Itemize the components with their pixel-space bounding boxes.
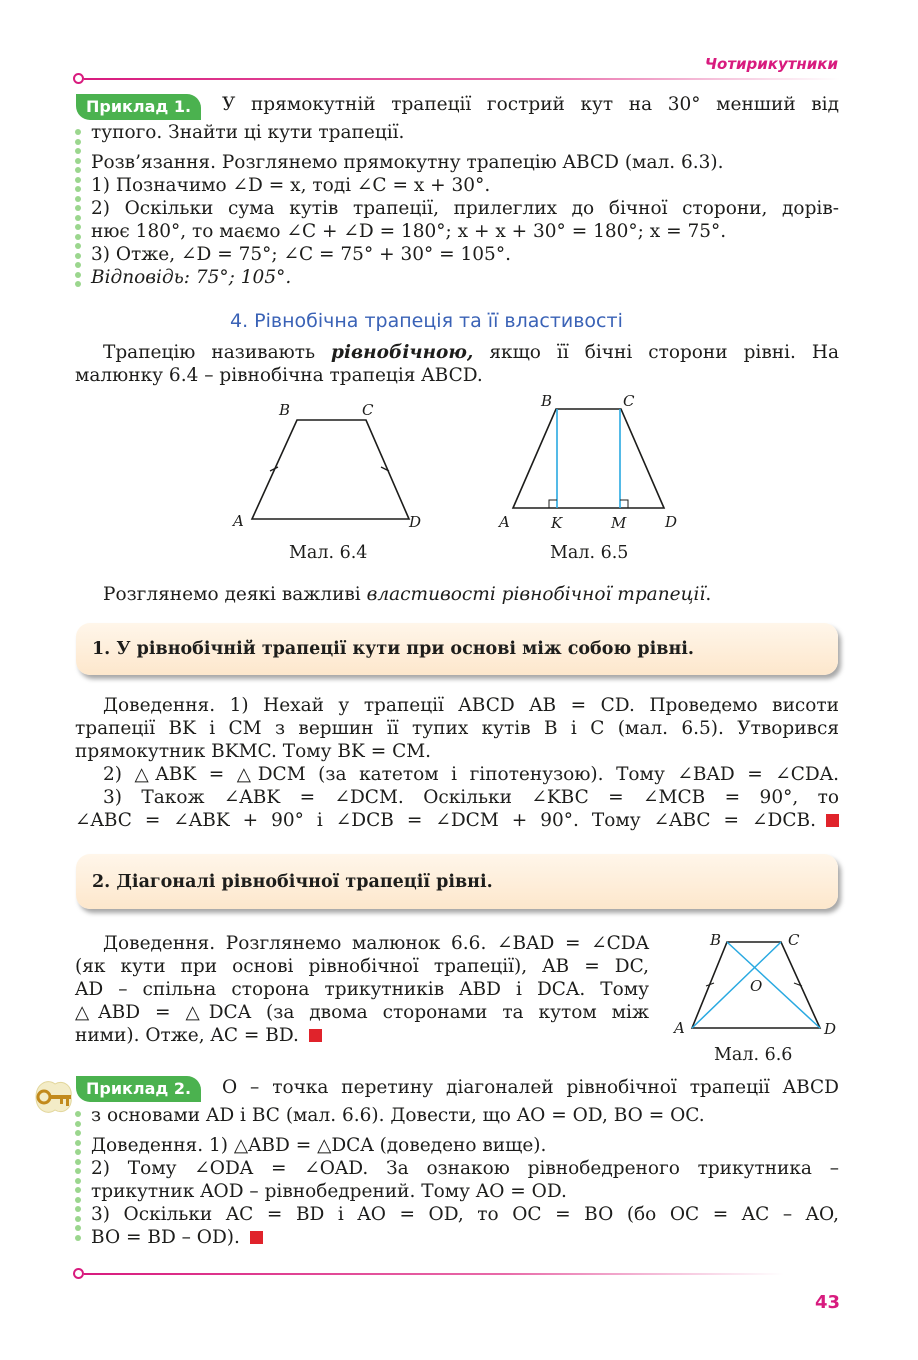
caption-6-5: Мал. 6.5 [550, 543, 629, 563]
label-c: C [788, 931, 800, 949]
theorem-1-box [76, 623, 838, 675]
proof1-line-6 [75, 809, 839, 833]
example2-line-5: трикутник AOD – рівнобедрений. Тому AO = OD. [91, 1181, 567, 1202]
theorem-2-box [76, 854, 838, 909]
label-d: D [409, 513, 422, 531]
example1-badge: Приклад 1. [76, 94, 201, 120]
proof2-line-4: △ABD = △DCA (за двома сторонами та кутом між [75, 1002, 649, 1023]
intro-line-2: малюнку 6.4 – рівнобічна трапеція ABCD. [75, 365, 483, 386]
trapezoid-abcd [513, 409, 664, 508]
proof1-line-3: прямокутник BKMC. Тому BK = CM. [75, 741, 432, 762]
label-o: O [750, 977, 763, 995]
proof1-line-2: трапеції BK і CM з вершин її тупих кутів B і C (мал. 6.5). Утворився [75, 718, 839, 739]
defined-term: рівнобічною, [331, 342, 474, 363]
example1-line-2: тупого. Знайти ці кути трапеції. [91, 122, 405, 143]
bottom-rule [84, 1273, 784, 1275]
theorem-2-text: 2. Діагоналі рівнобічної трапеції рівні. [92, 871, 493, 892]
label-c: C [623, 392, 635, 410]
right-angle-k [549, 500, 557, 508]
bottom-rule-ring [73, 1268, 84, 1279]
proof2-line-5-text: ними). Отже, AC = BD. [75, 1025, 299, 1046]
figure-6-4 [225, 395, 435, 540]
proof2-line-5 [75, 1024, 322, 1048]
example2-line-6: 3) Оскільки AC = BD і AO = OD, то OC = BO (бо OC = AC – AO, [91, 1204, 839, 1225]
proof2-line-2: (як кути при основі рівнобічної трапеції), AB = DC, [75, 956, 649, 977]
properties-intro-em: властивості рівнобічної трапеції [366, 584, 706, 605]
proof1-line-6-text: ∠ABC = ∠ABK + 90° і ∠DCB = ∠DCM + 90°. Тому ∠ABC = ∠DCB. [75, 810, 816, 831]
example2-line-7 [91, 1226, 263, 1250]
intro-line-1: Трапецію називають рівнобічною, якщо її бічні сторони рівні. На [103, 342, 840, 363]
diagonal-ac [692, 942, 781, 1028]
example2-badge: Приклад 2. [76, 1076, 201, 1102]
theorem-1-text: 1. У рівнобічній трапеції кути при основі між собою рівні. [92, 639, 695, 659]
example1-line-6: нює 180°, то маємо ∠C + ∠D = 180°; x + x + 30° = 180°; x = 75°. [91, 221, 727, 242]
example2-line-3: Доведення. 1) △ABD = △DCA (доведено вище). [91, 1135, 547, 1156]
example1-line-3: Розв’язання. Розглянемо прямокутну трапецію ABCD (мал. 6.3). [91, 152, 724, 173]
right-angle-m [620, 500, 628, 508]
example1-line-5: 2) Оскільки сума кутів трапеції, прилеглих до бічної сторони, дорів- [91, 198, 839, 219]
example2-line-7-text: BO = BD – OD). [91, 1227, 240, 1248]
proof1-line-5: 3) Також ∠ABK = ∠DCM. Оскільки ∠KBC = ∠MCB = 90°, то [103, 787, 839, 808]
proof1-line-1: Доведення. 1) Нехай у трапеції ABCD AB = CD. Проведемо висоти [103, 695, 839, 716]
label-m: M [611, 514, 627, 532]
label-c: C [362, 401, 374, 419]
label-a: A [233, 512, 244, 530]
proof1-line-4: 2) △ABK = △DCM (за катетом і гіпотенузою). Тому ∠BAD = ∠CDA. [103, 764, 839, 785]
qed-marker [826, 814, 839, 827]
example1-answer: Відповідь: 75°; 105°. [91, 267, 292, 288]
label-d: D [824, 1020, 837, 1038]
label-d: D [665, 513, 678, 531]
example1-line-7: 3) Отже, ∠D = 75°; ∠C = 75° + 30° = 105°. [91, 244, 511, 265]
label-k: K [551, 514, 563, 532]
example2-dots [75, 1111, 81, 1244]
top-rule [84, 78, 840, 80]
figure-6-5 [495, 390, 695, 540]
qed-marker [250, 1231, 263, 1244]
example1-line-1: У прямокутній трапеції гострий кут на 30° менший від [222, 94, 839, 115]
example2-line-1: O – точка перетину діагоналей рівнобічної трапеції ABCD [222, 1077, 839, 1098]
proof2-line-1: Доведення. Розглянемо малюнок 6.6. ∠BAD = ∠CDA [103, 933, 649, 954]
running-title: Чотирикутники [704, 55, 838, 73]
proof2-line-3: AD – спільна сторона трикутників ABD і DCA. Тому [75, 979, 649, 1000]
label-a: A [499, 513, 510, 531]
top-rule-ring [73, 73, 84, 84]
label-b: B [710, 931, 722, 949]
diagonal-bd [727, 942, 820, 1028]
label-a: A [674, 1019, 685, 1037]
qed-marker [309, 1029, 322, 1042]
example1-line-4: 1) Позначимо ∠D = x, тоді ∠C = x + 30°. [91, 175, 491, 196]
page-number: 43 [814, 1292, 840, 1313]
section-heading: 4. Рівнобічна трапеція та її властивості [230, 310, 623, 332]
properties-intro: Розглянемо деякі важливі властивості рівнобічної трапеції. [103, 584, 712, 605]
example1-dots [75, 129, 81, 291]
figure-6-6 [668, 925, 848, 1040]
caption-6-6: Мал. 6.6 [714, 1045, 793, 1065]
example2-line-2: з основами AD і BC (мал. 6.6). Довести, що AO = OD, BO = OC. [91, 1105, 705, 1126]
caption-6-4: Мал. 6.4 [289, 543, 368, 563]
label-b: B [541, 392, 553, 410]
label-b: B [279, 401, 291, 419]
example2-line-4: 2) Тому ∠ODA = ∠OAD. За ознакою рівнобедреного трикутника – [91, 1158, 839, 1179]
key-icon [33, 1076, 75, 1118]
